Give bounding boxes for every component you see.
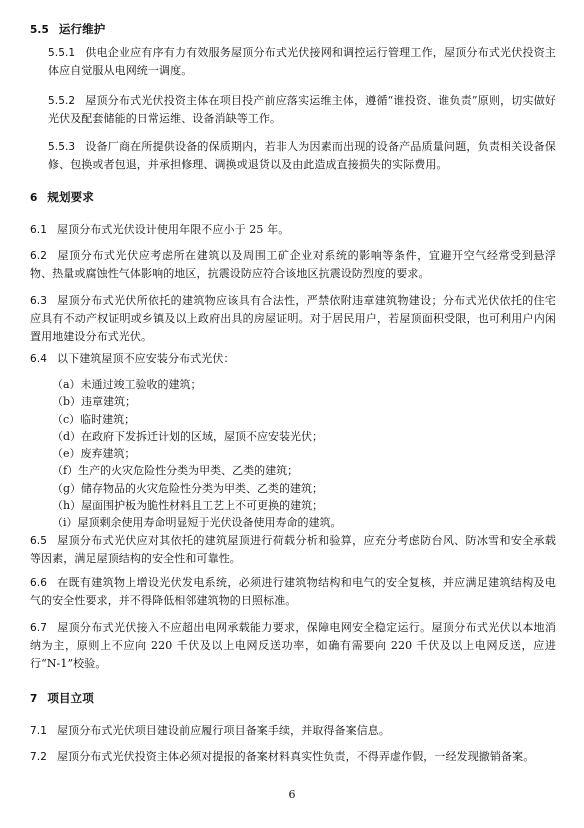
section-title: 规划要求 [47, 190, 94, 204]
clause-6-6 [30, 574, 556, 610]
section-7-heading [30, 689, 556, 708]
clause-number: 6.6 [30, 577, 47, 589]
section-title: 项目立项 [47, 691, 94, 705]
clause-5-5-2 [48, 92, 556, 128]
clause-text: 屋顶分布式光伏投资主体在项目投产前应落实运维主体，遵循“谁投资、谁负责”原则，切实做好光伏及配套储能的日常运维、设备消缺等工作。 [48, 94, 556, 125]
clause-number: 5.5.1 [48, 47, 76, 59]
list-item: （f）生产的火灾危险性分类为甲类、乙类的建筑； [52, 464, 299, 478]
clause-number: 6.2 [30, 250, 47, 262]
list-item: （e）废弃建筑； [52, 447, 136, 461]
clause-text: 屋顶分布式光伏接入不应超出电网承载能力要求，保障电网安全稳定运行。屋顶分布式光伏以本地消纳为主，原则上不应向 220 千伏及以上电网反送功率，如确有需要向 220 千伏及以上电网反送，应进行“N-1”校验。 [30, 621, 556, 670]
clause-text: 屋顶分布式光伏应对其依托的建筑屋顶进行荷载分析和验算，应充分考虑防台风、防冰雪和安全承载等因素，满足屋顶结构的安全性和可靠性。 [30, 534, 556, 565]
clause-text: 设备厂商在所提供设备的保质期内，若非人为因素而出现的设备产品质量问题，负责相关设备保修、包换或者包退，并承担修理、调换或退货以及由此造成直接损失的实际费用。 [48, 140, 556, 171]
clause-text: 屋顶分布式光伏投资主体必须对提报的备案材料真实性负责，不得弄虚作假，一经发现撤销备案。 [57, 750, 535, 763]
clause-text: 以下建筑屋顶不应安装分布式光伏： [57, 352, 235, 365]
exclusion-list [52, 376, 552, 532]
list-item: （a）未通过竣工验收的建筑； [52, 378, 202, 391]
clause-6-3 [30, 292, 556, 346]
clause-text: 供电企业应有序有力有效服务屋顶分布式光伏接网和调控运行管理工作，屋顶分布式光伏投资主体应自觉服从电网统一调度。 [48, 46, 556, 77]
list-item: （b）违章建筑； [52, 395, 137, 409]
clause-number: 6.5 [30, 535, 47, 547]
clause-number: 7.1 [30, 725, 47, 737]
clause-number: 6.4 [30, 353, 47, 365]
clause-text: 屋顶分布式光伏项目建设前应履行项目备案手续，并取得备案信息。 [57, 724, 390, 737]
clause-6-5 [30, 532, 556, 568]
clause-7-1 [30, 722, 556, 740]
clause-number: 5.5.3 [48, 141, 76, 153]
list-item: （i）屋顶剩余使用寿命明显短于光伏设备使用寿命的建筑。 [52, 516, 342, 530]
clause-text: 屋顶分布式光伏所依托的建筑物应该具有合法性，严禁依附违章建筑物建设；分布式光伏依托的住宅应具有不动产权证明或乡镇及以上政府出具的房屋证明。对于居民用户，若屋顶面积受限，也可利用户内闲置用地建设分布式光伏。 [30, 294, 556, 343]
clause-7-2 [30, 748, 556, 766]
list-item: （g）储存物品的火灾危险性分类为甲类、乙类的建筑； [52, 481, 324, 495]
section-number: 7 [30, 693, 38, 705]
list-item: （h）屋面围护板为脆性材料且工艺上不可更换的建筑； [52, 499, 324, 513]
list-item: （d）在政府下发拆迁计划的区域，屋顶不应安装光伏； [52, 429, 324, 443]
clause-number: 6.7 [30, 622, 47, 634]
section-5-5-heading [30, 20, 556, 39]
clause-number: 6.3 [30, 295, 47, 307]
clause-6-1 [30, 221, 556, 239]
clause-6-4 [30, 350, 556, 368]
clause-text: 在既有建筑物上增设光伏发电系统，必须进行建筑物结构和电气的安全复核，并应满足建筑结构及电气的安全性要求，并不得降低相邻建筑物的日照标准。 [30, 576, 556, 607]
page-number: 6 [288, 788, 296, 801]
clause-6-7 [30, 619, 556, 673]
clause-6-2 [30, 247, 556, 283]
clause-5-5-3 [48, 138, 556, 174]
clause-text: 屋顶分布式光伏应考虑所在建筑以及周围工矿企业对系统的影响等条件，宜避开空气经常受到悬浮物、热量或腐蚀性气体影响的地区，抗震设防应符合该地区抗震设防烈度的要求。 [30, 249, 556, 280]
clause-text: 屋顶分布式光伏设计使用年限不应小于 25 年。 [57, 223, 290, 236]
clause-number: 7.2 [30, 751, 47, 763]
section-number: 5.5 [30, 24, 49, 36]
clause-number: 6.1 [30, 224, 47, 236]
clause-number: 5.5.2 [48, 95, 76, 107]
clause-5-5-1 [48, 44, 556, 80]
section-6-heading [30, 188, 556, 207]
section-title: 运行维护 [58, 22, 106, 36]
section-number: 6 [30, 192, 38, 204]
list-item: （c）临时建筑； [52, 412, 136, 426]
